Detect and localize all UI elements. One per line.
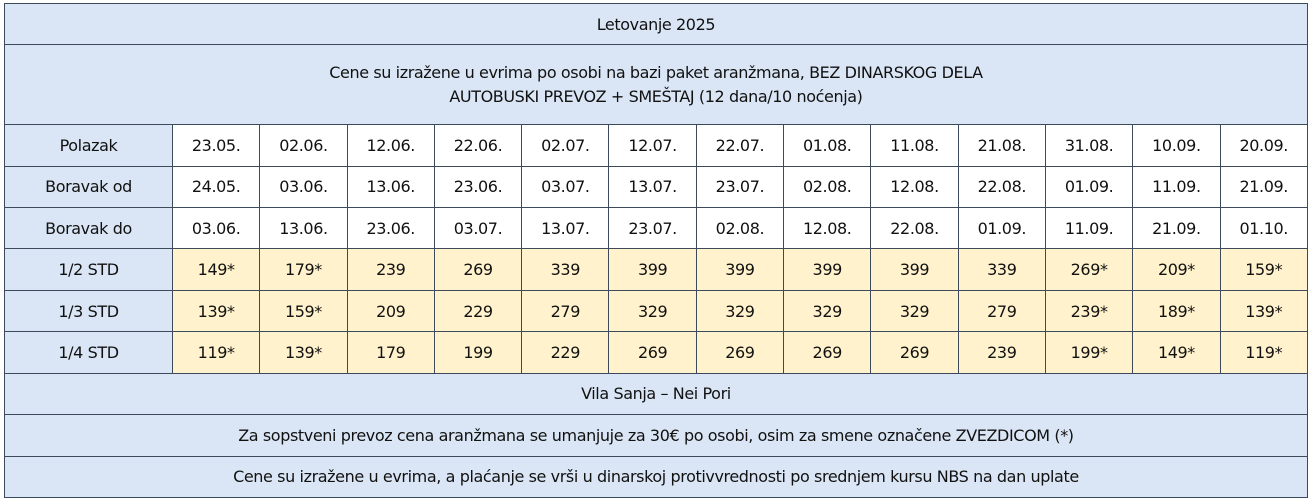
price-cell: 149* <box>1133 332 1220 373</box>
price-cell: 269 <box>871 332 958 373</box>
price-cell: 189* <box>1133 290 1220 331</box>
row-label: Boravak od <box>5 166 173 207</box>
price-cell: 119* <box>1220 332 1307 373</box>
price-cell: 239 <box>347 249 434 290</box>
date-cell: 31.08. <box>1045 125 1132 166</box>
date-cell: 03.07. <box>434 208 521 249</box>
date-cell: 02.08. <box>696 208 783 249</box>
price-row <box>5 249 1308 290</box>
price-cell: 329 <box>696 290 783 331</box>
price-cell: 239 <box>958 332 1045 373</box>
schedule-row <box>5 166 1308 207</box>
date-cell: 23.07. <box>609 208 696 249</box>
subtitle-line-1: Cene su izražene u evrima po osobi na bazi paket aranžmana, BEZ DINARSKOG DELA <box>329 62 983 82</box>
price-cell: 179* <box>260 249 347 290</box>
date-cell: 12.08. <box>871 166 958 207</box>
price-cell: 339 <box>958 249 1045 290</box>
row-label: 1/4 STD <box>5 332 173 373</box>
date-cell: 01.10. <box>1220 208 1307 249</box>
price-cell: 329 <box>609 290 696 331</box>
date-cell: 03.06. <box>173 208 260 249</box>
schedule-row <box>5 125 1308 166</box>
table-subtitle <box>5 45 1308 125</box>
date-cell: 11.09. <box>1133 166 1220 207</box>
date-cell: 23.07. <box>696 166 783 207</box>
price-cell: 269 <box>696 332 783 373</box>
date-cell: 21.08. <box>958 125 1045 166</box>
date-cell: 23.05. <box>173 125 260 166</box>
date-cell: 13.07. <box>609 166 696 207</box>
price-cell: 229 <box>434 290 521 331</box>
price-cell: 229 <box>522 332 609 373</box>
date-cell: 13.07. <box>522 208 609 249</box>
price-cell: 329 <box>871 290 958 331</box>
date-cell: 10.09. <box>1133 125 1220 166</box>
price-cell: 179 <box>347 332 434 373</box>
row-label: Boravak do <box>5 208 173 249</box>
price-cell: 139* <box>173 290 260 331</box>
price-cell: 399 <box>871 249 958 290</box>
price-cell: 269 <box>434 249 521 290</box>
price-cell: 209* <box>1133 249 1220 290</box>
transport-note: Za sopstveni prevoz cena aranžmana se umanjuje za 30€ po osobi, osim za smene označene ZVEZDICOM (*) <box>5 415 1308 456</box>
price-cell: 329 <box>784 290 871 331</box>
price-cell: 399 <box>784 249 871 290</box>
schedule-row <box>5 208 1308 249</box>
date-cell: 11.08. <box>871 125 958 166</box>
date-cell: 03.07. <box>522 166 609 207</box>
date-cell: 21.09. <box>1220 166 1307 207</box>
price-cell: 139* <box>260 332 347 373</box>
date-cell: 22.06. <box>434 125 521 166</box>
subtitle-line-2: AUTOBUSKI PREVOZ + SMEŠTAJ (12 dana/10 noćenja) <box>449 86 863 106</box>
row-label: 1/3 STD <box>5 290 173 331</box>
price-cell: 399 <box>696 249 783 290</box>
price-cell: 159* <box>1220 249 1307 290</box>
date-cell: 23.06. <box>434 166 521 207</box>
date-cell: 21.09. <box>1133 208 1220 249</box>
date-cell: 11.09. <box>1045 208 1132 249</box>
table-title: Letovanje 2025 <box>5 4 1308 45</box>
date-cell: 12.07. <box>609 125 696 166</box>
row-label: 1/2 STD <box>5 249 173 290</box>
price-cell: 269 <box>609 332 696 373</box>
date-cell: 12.06. <box>347 125 434 166</box>
date-cell: 02.08. <box>784 166 871 207</box>
date-cell: 12.08. <box>784 208 871 249</box>
hotel-name: Vila Sanja – Nei Pori <box>5 373 1308 414</box>
payment-note: Cene su izražene u evrima, a plaćanje se vrši u dinarskoj protivvrednosti po srednjem kursu NBS na dan uplate <box>5 456 1308 497</box>
date-cell: 23.06. <box>347 208 434 249</box>
price-cell: 269* <box>1045 249 1132 290</box>
price-cell: 279 <box>958 290 1045 331</box>
date-cell: 13.06. <box>347 166 434 207</box>
date-cell: 03.06. <box>260 166 347 207</box>
date-cell: 22.08. <box>958 166 1045 207</box>
date-cell: 24.05. <box>173 166 260 207</box>
price-cell: 149* <box>173 249 260 290</box>
date-cell: 20.09. <box>1220 125 1307 166</box>
price-cell: 209 <box>347 290 434 331</box>
schedule-and-prices <box>5 125 1308 374</box>
price-cell: 239* <box>1045 290 1132 331</box>
date-cell: 02.06. <box>260 125 347 166</box>
date-cell: 22.08. <box>871 208 958 249</box>
price-table <box>4 3 1308 498</box>
price-cell: 139* <box>1220 290 1307 331</box>
price-row <box>5 290 1308 331</box>
row-label: Polazak <box>5 125 173 166</box>
date-cell: 02.07. <box>522 125 609 166</box>
price-cell: 159* <box>260 290 347 331</box>
price-cell: 199* <box>1045 332 1132 373</box>
date-cell: 01.08. <box>784 125 871 166</box>
price-cell: 269 <box>784 332 871 373</box>
price-cell: 399 <box>609 249 696 290</box>
date-cell: 01.09. <box>958 208 1045 249</box>
price-cell: 339 <box>522 249 609 290</box>
price-cell: 119* <box>173 332 260 373</box>
date-cell: 13.06. <box>260 208 347 249</box>
date-cell: 22.07. <box>696 125 783 166</box>
price-cell: 279 <box>522 290 609 331</box>
price-row <box>5 332 1308 373</box>
price-cell: 199 <box>434 332 521 373</box>
date-cell: 01.09. <box>1045 166 1132 207</box>
